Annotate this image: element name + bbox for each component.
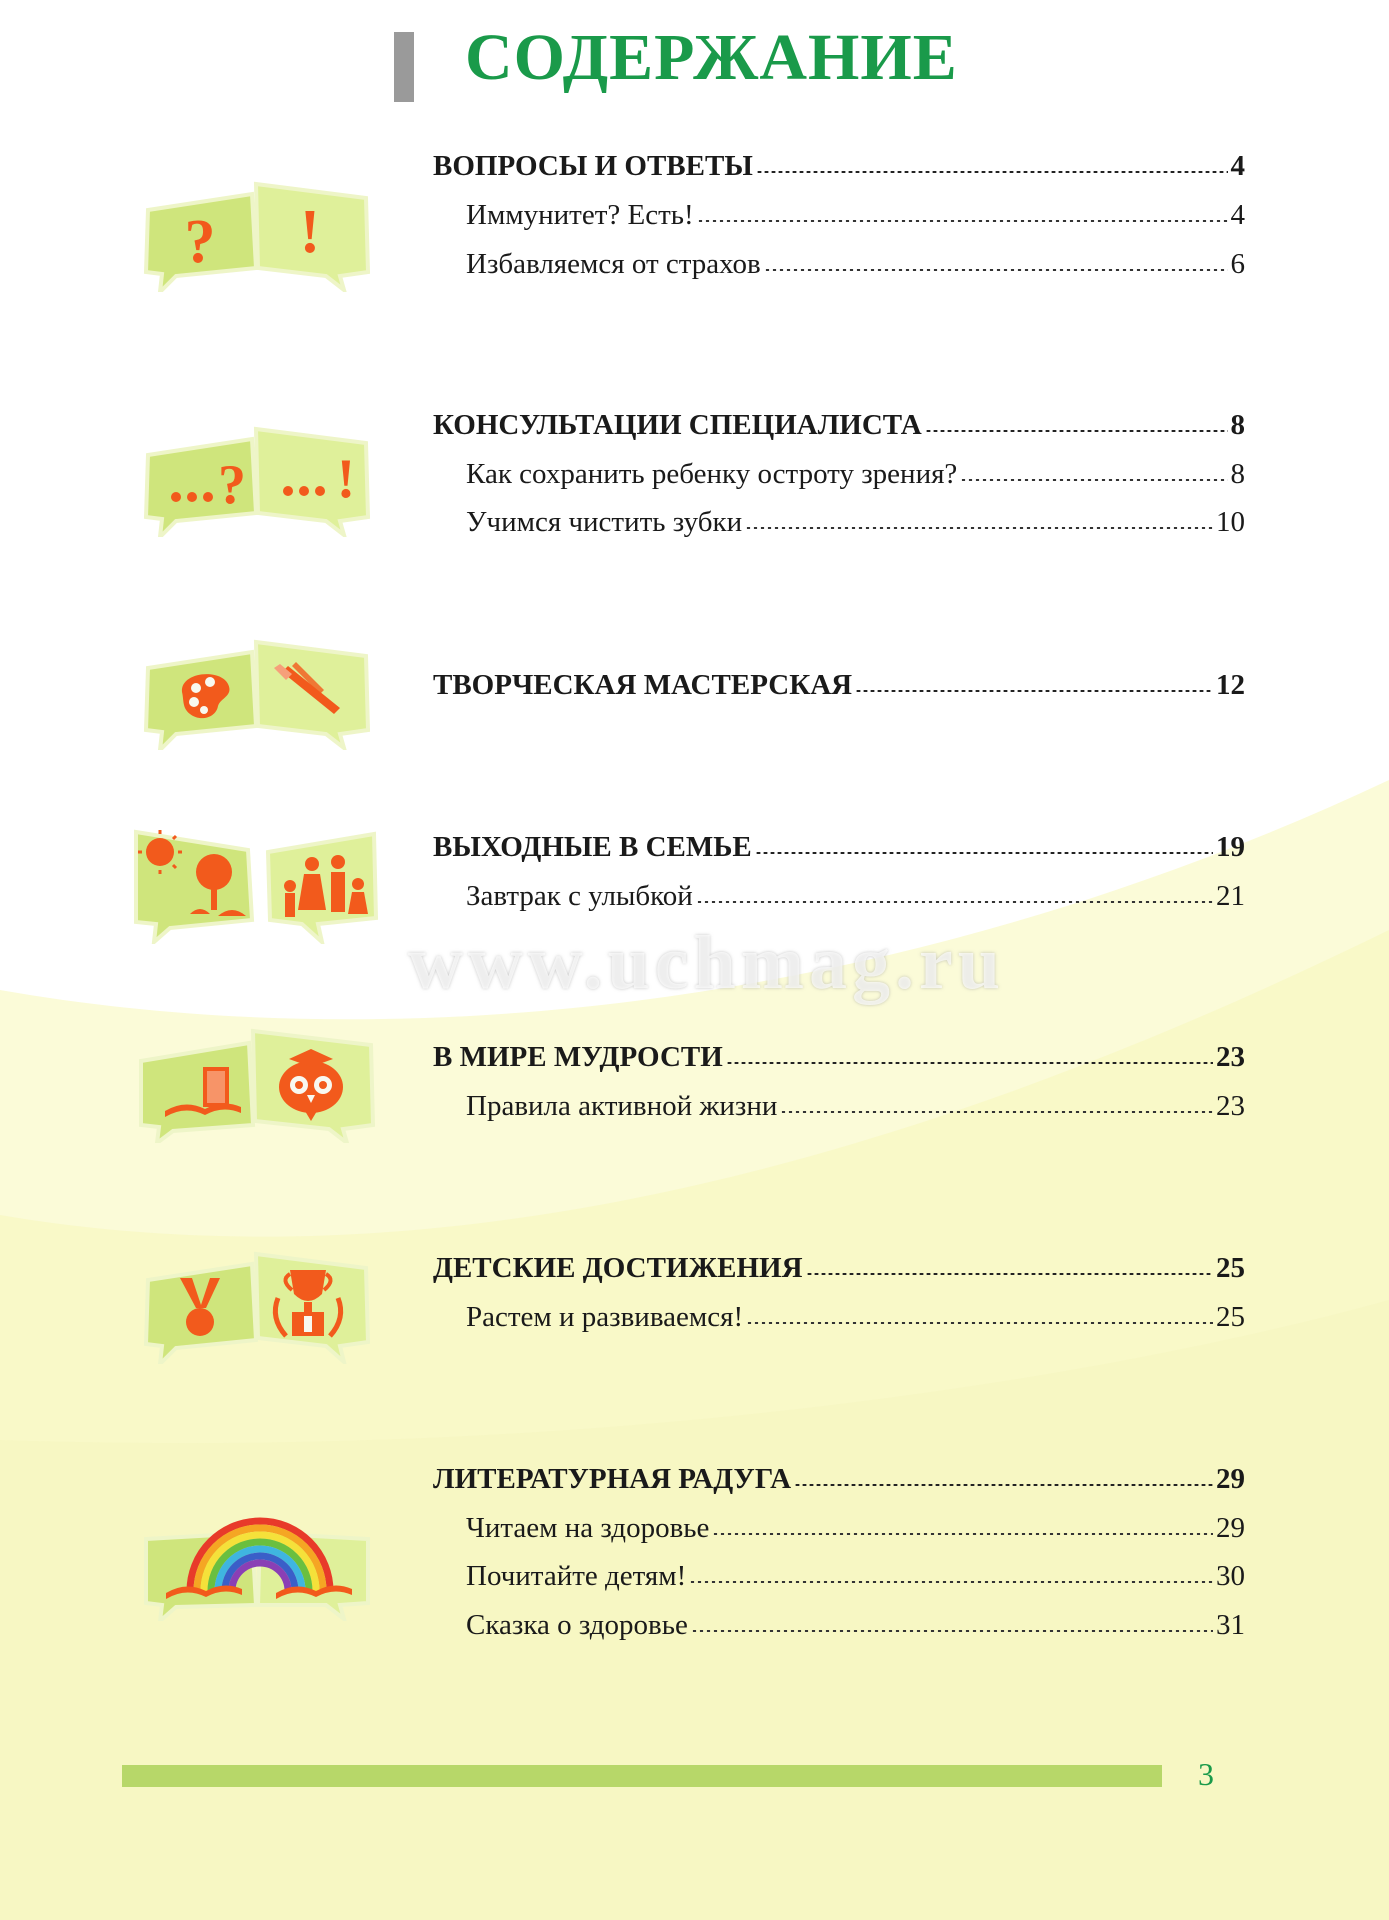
leader-dots xyxy=(755,852,1213,854)
toc-item[interactable] xyxy=(433,458,1245,491)
toc-page-number: 8 xyxy=(1230,458,1245,490)
toc-section-title: ЛИТЕРАТУРНАЯ РАДУГА xyxy=(433,1463,792,1495)
toc-item[interactable] xyxy=(433,506,1245,539)
leader-dots xyxy=(806,1273,1213,1275)
svg-text:!: ! xyxy=(336,448,356,510)
toc-item-title: Читаем на здоровье xyxy=(466,1512,710,1544)
toc-section-konsultacii[interactable] xyxy=(433,409,1245,442)
toc-section-title: ВОПРОСЫ И ОТВЕТЫ xyxy=(433,150,753,182)
toc-page-number: 31 xyxy=(1216,1609,1245,1641)
toc-page-number: 30 xyxy=(1216,1560,1245,1592)
leader-dots xyxy=(855,690,1213,692)
leader-dots xyxy=(746,1322,1213,1324)
leader-dots xyxy=(691,1630,1213,1632)
leader-dots xyxy=(764,269,1228,271)
toc-item-title: Почитайте детям! xyxy=(466,1560,687,1592)
toc-section-v-mire-mudrosti[interactable] xyxy=(433,1041,1245,1074)
toc-item-title: Сказка о здоровье xyxy=(466,1609,688,1641)
leader-dots xyxy=(780,1111,1213,1113)
sun-tree-family-bubbles-icon xyxy=(130,824,380,944)
toc-section-tvorcheskaya[interactable] xyxy=(433,669,1245,702)
palette-brush-bubbles-icon xyxy=(140,638,380,750)
toc-item-title: Избавляемся от страхов xyxy=(466,248,761,280)
toc-page-number: 10 xyxy=(1216,506,1245,538)
page-title: СОДЕРЖАНИЕ xyxy=(465,21,958,94)
toc-section-voprosy[interactable] xyxy=(433,150,1245,183)
leader-dots xyxy=(960,479,1227,481)
toc-page-number: 21 xyxy=(1216,880,1245,912)
svg-text:!: ! xyxy=(299,198,321,266)
toc-section-title: ВЫХОДНЫЕ В СЕМЬЕ xyxy=(433,831,752,863)
toc-page-number: 23 xyxy=(1216,1090,1245,1122)
toc-section-title: КОНСУЛЬТАЦИИ СПЕЦИАЛИСТА xyxy=(433,409,922,441)
svg-text:?: ? xyxy=(218,454,246,516)
leader-dots xyxy=(925,430,1228,432)
leader-dots xyxy=(689,1581,1213,1583)
toc-section-vyhodnye[interactable] xyxy=(433,831,1245,864)
toc-item[interactable] xyxy=(433,1301,1245,1334)
leader-dots xyxy=(726,1062,1213,1064)
toc-item-title: Учимся чистить зубки xyxy=(466,506,743,538)
toc-page-number: 4 xyxy=(1230,199,1245,231)
toc-item[interactable] xyxy=(433,248,1245,281)
toc-section-detskie-dostizheniya[interactable] xyxy=(433,1252,1245,1285)
toc-page-number: 29 xyxy=(1216,1463,1245,1495)
page-number: 3 xyxy=(1198,1756,1214,1792)
leader-dots xyxy=(712,1533,1213,1535)
toc-item-title: Правила активной жизни xyxy=(466,1090,778,1122)
toc-item[interactable] xyxy=(433,199,1245,232)
leader-dots xyxy=(745,527,1213,529)
toc-page-number: 25 xyxy=(1216,1301,1245,1333)
leader-dots xyxy=(794,1484,1213,1486)
toc-page-number: 29 xyxy=(1216,1512,1245,1544)
toc-page-number: 8 xyxy=(1230,409,1245,441)
medal-trophy-bubbles-icon xyxy=(140,1248,380,1364)
toc-item[interactable] xyxy=(433,1512,1245,1545)
dots-question-exclamation-bubbles-icon xyxy=(140,425,380,537)
toc-section-title: В МИРЕ МУДРОСТИ xyxy=(433,1041,723,1073)
toc-item[interactable] xyxy=(433,1609,1245,1642)
toc-section-title: ТВОРЧЕСКАЯ МАСТЕРСКАЯ xyxy=(433,669,853,701)
toc-page-number: 19 xyxy=(1216,831,1245,863)
toc-item-title: Завтрак с улыбкой xyxy=(466,880,693,912)
footer-bar xyxy=(122,1765,1162,1787)
rainbow-books-bubbles-icon xyxy=(140,1495,380,1621)
toc-item-title: Как сохранить ребенку остроту зрения? xyxy=(466,458,958,490)
toc-page-number: 4 xyxy=(1230,150,1245,182)
toc-item[interactable] xyxy=(433,1090,1245,1123)
question-exclamation-bubbles-icon xyxy=(140,180,380,292)
leader-dots xyxy=(697,220,1228,222)
toc-item[interactable] xyxy=(433,1560,1245,1593)
toc-item[interactable] xyxy=(433,880,1245,913)
book-owl-bubbles-icon xyxy=(135,1025,380,1143)
toc-item-title: Иммунитет? Есть! xyxy=(466,199,694,231)
toc-page-number: 23 xyxy=(1216,1041,1245,1073)
toc-section-literaturnaya-raduga[interactable] xyxy=(433,1463,1245,1496)
toc-section-title: ДЕТСКИЕ ДОСТИЖЕНИЯ xyxy=(433,1252,803,1284)
leader-dots xyxy=(756,171,1228,173)
leader-dots xyxy=(696,901,1213,903)
watermark: www.uchmag.ru xyxy=(408,921,1006,1005)
toc-item-title: Растем и развиваемся! xyxy=(466,1301,744,1333)
toc-page-number: 6 xyxy=(1230,248,1245,280)
svg-text:?: ? xyxy=(184,208,216,276)
toc-page-number: 12 xyxy=(1216,669,1245,701)
toc-page-number: 25 xyxy=(1216,1252,1245,1284)
